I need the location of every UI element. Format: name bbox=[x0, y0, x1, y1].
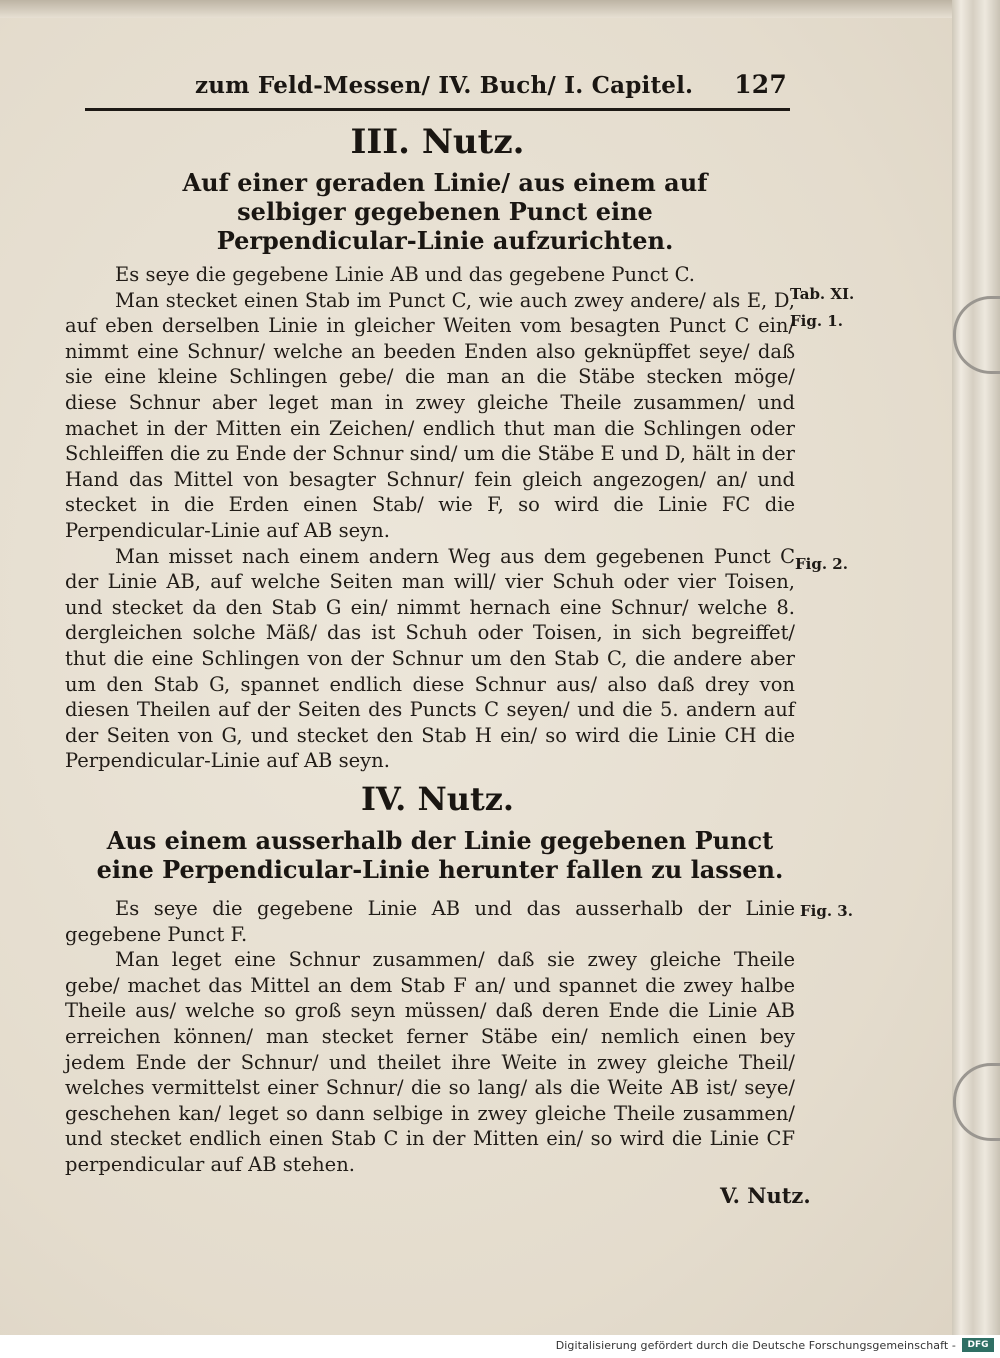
page-top-shadow bbox=[0, 0, 952, 18]
section-3-heading: III. Nutz. bbox=[350, 122, 525, 162]
section-4-body bbox=[65, 896, 795, 1178]
paragraph: Man misset nach einem andern Weg aus dem gegebenen Punct C der Linie AB, auf welche Seiten man will/ vier Schuh oder vier Toisen, und stecket da den Stab G ein/ nimmt hernach eine Schnur/ welche 8. dergleichen solche Mäß/ das ist Schuh oder Toisen, in sich begreiffet/ thut die eine Schlingen von der Schnur um den Stab C, die andere aber um den Stab G, spannet endlich diese Schnur aus/ also daß drey von diesen Theilen auf der Seiten des Puncts C seyen/ und die 5. andern auf der Seiten von G, und stecket den Stab H ein/ so wird die Linie CH die Perpendicular-Linie auf AB seyn. bbox=[65, 544, 795, 773]
dfg-logo: DFG bbox=[962, 1338, 994, 1352]
paragraph: Man stecket einen Stab im Punct C, wie auch zwey andere/ als E, D, auf eben derselben Linie in gleicher Weiten vom besagten Punct C ein/ nimmt eine Schnur/ welche an beeden Enden also geknüpffet seye/ daß sie eine kleine Schlingen gebe/ die man an die Stäbe stecken möge/ diese Schnur aber leget man in zwey gleiche Theile zusammen/ und machet in der Mitten ein Zeichen/ endlich thut man die Schlingen oder Schleiffen die zu Ende der Schnur sind/ um die Stäbe E und D, hält in der Hand das Mittel von besagter Schnur/ fein gleich angezogen/ an/ und stecket in die Erden einen Stab/ wie F, so wird die Linie FC die Perpendicular-Linie auf AB seyn. bbox=[65, 288, 795, 542]
section-4-subtitle: Aus einem ausserhalb der Linie gegebenen Punct eine Perpendicular-Linie herunter fallen zu lassen. bbox=[96, 826, 784, 884]
running-head bbox=[195, 68, 795, 108]
page-number: 127 bbox=[734, 70, 787, 99]
section-4-heading: IV. Nutz. bbox=[360, 780, 515, 818]
running-head-title: zum Feld-Messen/ IV. Buch/ I. Capitel. bbox=[195, 72, 694, 99]
section-3-subtitle: Auf einer geraden Linie/ aus einem auf selbiger gegebenen Punct eine Perpendicular-Linie aufzurichten. bbox=[182, 168, 708, 255]
margin-note-tab: Tab. XI. bbox=[790, 285, 855, 303]
footer-credit: Digitalisierung gefördert durch die Deutsche Forschungsgemeinschaft - bbox=[555, 1339, 956, 1352]
paragraph: Es seye die gegebene Linie AB und das gegebene Punct C. bbox=[115, 263, 695, 286]
margin-note-fig1: Fig. 1. bbox=[790, 312, 843, 330]
section-3-body bbox=[65, 262, 795, 774]
margin-note-fig3: Fig. 3. bbox=[800, 902, 853, 920]
margin-note-fig2: Fig. 2. bbox=[795, 555, 848, 573]
paragraph: Man leget eine Schnur zusammen/ daß sie zwey gleiche Theile gebe/ machet das Mittel an dem Stab F an/ und spannet die zwey halbe Theile aus/ welche so groß seyn müssen/ daß deren Ende die Linie AB erreichen können/ man stecket ferner Stäbe ein/ nemlich einen bey jedem Ende der Schnur/ und theilet ihre Weite in zwey gleiche Theil/ welches vermittelst einer Schnur/ die so lang/ als die Weite AB ist/ seye/ geschehen kan/ leget so dann selbige in zwey gleiche Theile zusammen/ und stecket endlich einen Stab C in der Mitten ein/ so wird die Linie CF perpendicular auf AB stehen. bbox=[65, 948, 795, 1176]
paragraph: Es seye die gegebene Linie AB und das ausserhalb der Linie gegebene Punct F. bbox=[65, 897, 795, 946]
header-rule bbox=[85, 108, 790, 111]
footer bbox=[0, 1335, 1000, 1358]
catchword: V. Nutz. bbox=[720, 1183, 811, 1208]
